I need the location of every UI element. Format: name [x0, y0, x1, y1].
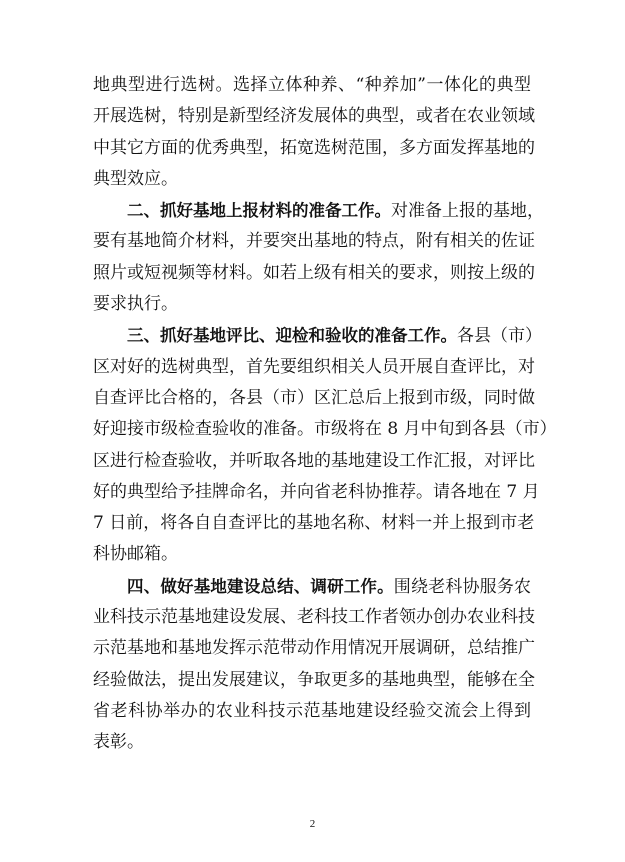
text-line: 区进行检查验收，并听取各地的基地建设工作汇报，对评比 — [93, 450, 535, 471]
text-line: 中其它方面的优秀典型，拓宽选树范围，多方面发挥基地的 — [93, 137, 535, 158]
text-line: 地典型进行选树。选择立体种养、“种养加”一体化的典型 — [93, 75, 531, 95]
text-line: 典型效应。 — [93, 168, 178, 189]
text-line: 照片或短视频等材料。如若上级有相关的要求，则按上级的 — [93, 262, 535, 283]
text-line: 要有基地简介材料，并要突出基地的特点，附有相关的佐证 — [93, 231, 535, 252]
paragraph-4 — [93, 571, 535, 759]
body-text — [93, 70, 557, 759]
section-heading: 四、做好基地建设总结、调研工作。 — [127, 576, 394, 596]
text-line: 7 日前，将各自自查评比的基地名称、材料一并上报到市老 — [93, 513, 535, 534]
text-line — [93, 320, 542, 351]
text-line: 开展选树，特别是新型经济发展体的典型，或者在农业领域 — [93, 106, 535, 127]
paragraph-1 — [93, 70, 535, 195]
text-line: 要求执行。 — [93, 294, 178, 315]
text-line: 自查评比合格的，各县（市）区汇总后上报到市级，同时做 — [93, 387, 535, 408]
text-line: 表彰。 — [93, 732, 144, 753]
text-run: 对准备上报的基地， — [391, 201, 544, 222]
text-line: 省老科协举办的农业科技示范基地建设经验交流会上得到 — [93, 700, 531, 721]
text-run: 各县（市） — [457, 326, 542, 347]
page-number: 2 — [309, 818, 316, 830]
section-heading: 三、抓好基地评比、迎检和验收的准备工作。 — [127, 326, 457, 346]
text-line: 科协邮箱。 — [93, 544, 178, 565]
text-run: 围绕老科协服务农 — [393, 576, 532, 597]
text-line: 好迎接市级检查验收的准备。市级将在 8 月中旬到各县（市） — [93, 419, 557, 440]
text-line: 示范基地和基地发挥示范带动作用情况开展调研，总结推广 — [93, 638, 535, 659]
text-line: 业科技示范基地建设发展、老科技工作者领办创办农业科技 — [93, 607, 535, 628]
text-line — [93, 195, 544, 226]
text-line: 经验做法，提出发展建议，争取更多的基地典型，能够在全 — [93, 669, 535, 690]
text-line: 区对好的选树典型，首先要组织相关人员开展自查评比，对 — [93, 356, 535, 377]
section-heading: 二、抓好基地上报材料的准备工作。 — [127, 201, 391, 221]
text-line — [93, 571, 531, 602]
paragraph-3 — [93, 320, 557, 570]
text-line: 好的典型给予挂牌命名，并向省老科协推荐。请各地在 7 月 — [93, 481, 540, 502]
paragraph-2 — [93, 195, 544, 320]
